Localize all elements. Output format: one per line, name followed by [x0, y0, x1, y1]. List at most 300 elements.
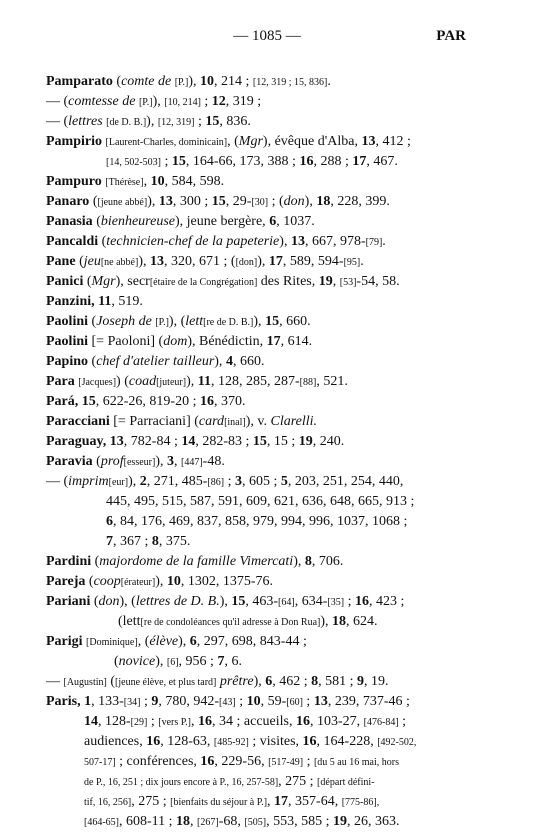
entry-text: , 423 ; [368, 594, 405, 609]
entry-text: , 608-11 ; [119, 814, 177, 829]
entry-bold-text: 10 [246, 694, 261, 709]
entry-small-text: [775-86], [341, 797, 380, 808]
entry-text: , [191, 714, 199, 729]
entry-text: ( [85, 574, 94, 589]
entry-bold-text: 18 [332, 614, 347, 629]
index-line [46, 292, 496, 312]
entry-text: , 228, 399. [330, 194, 390, 209]
entry-italic-text: élève [149, 634, 179, 649]
entry-bold-text: Panzini, 11 [46, 294, 112, 309]
entry-text: , 240. [312, 434, 345, 449]
index-line [46, 552, 496, 572]
entry-text: ), [304, 194, 317, 209]
entry-bold-text: Pamparato [46, 74, 113, 89]
entry-bold-text: 10 [166, 574, 181, 589]
entry-text: ), [219, 594, 232, 609]
entry-text: ), [253, 674, 266, 689]
entry-text: , [143, 174, 151, 189]
entry-text: ), [155, 454, 167, 469]
entry-italic-text: imprim [68, 474, 109, 489]
entry-text: ; [302, 694, 314, 709]
entry-text: [= Paoloni] ( [88, 334, 164, 349]
entry-bold-text: 17 [274, 794, 289, 809]
entry-bold-text: 7 [106, 534, 113, 549]
entry-text: ), [147, 194, 159, 209]
index-line [46, 252, 496, 272]
entry-bold-text: 10 [200, 74, 215, 89]
entry-small-text: [vers P.] [158, 717, 192, 728]
entry-small-text: [64] [278, 597, 295, 608]
entry-bold-text: 19 [332, 814, 347, 829]
entry-text: ), [128, 474, 140, 489]
entry-small-text: [29] [130, 717, 148, 728]
entry-text: ; [161, 154, 172, 169]
index-line [46, 372, 496, 392]
entry-text: ; [147, 714, 159, 729]
entry-small-text: [53] [339, 277, 357, 288]
entry-text: , 375. [158, 534, 191, 549]
entry-text: , 319 ; [225, 94, 262, 109]
entry-small-text: [P.] [138, 97, 153, 108]
entry-bold-text: Paolini [46, 334, 89, 349]
page-header [0, 28, 534, 50]
entry-italic-text: don [283, 194, 305, 209]
entry-text: ( [98, 234, 107, 249]
entry-bold-text: 13 [313, 694, 328, 709]
entry-bold-text: 3 [234, 474, 242, 489]
entry-text: , 622-26, 819-20 ; [95, 394, 200, 409]
entry-text: ; [398, 714, 407, 729]
entry-italic-text: prof [100, 454, 124, 469]
entry-bold-text: Panaro [46, 194, 90, 209]
entry-italic-text: technicien-chef de la papeterie [106, 234, 280, 249]
entry-text: , [173, 454, 181, 469]
entry-small-text: [jeune abbé] [97, 197, 148, 208]
index-line [46, 312, 496, 332]
entry-small-text: [étaire de la Congrégation] [149, 277, 258, 288]
entry-small-text: [267] [197, 817, 219, 828]
entry-text: ), [188, 74, 201, 89]
entry-text: ), évêque d'Alba, [262, 134, 362, 149]
running-head: PAR [436, 28, 466, 44]
entry-bold-text: Para [46, 374, 75, 389]
entry-bold-text: 9 [151, 694, 159, 709]
entry-bold-text: 8 [304, 554, 312, 569]
entry-text: ), [293, 554, 305, 569]
entry-small-text: [447] [180, 457, 203, 468]
entry-text: ( [92, 454, 101, 469]
index-line [46, 632, 496, 652]
entry-small-text: [Augustin] [63, 677, 107, 688]
entry-text: , 467. [366, 154, 398, 169]
entry-small-text: [79] [365, 237, 383, 248]
entry-text: 445, 495, 515, 587, 591, 609, 621, 636, 648, 665, 913 ; [106, 494, 415, 509]
index-line [46, 732, 496, 752]
entry-bold-text: Pareja [46, 574, 86, 589]
entry-text: , 519. [111, 294, 143, 309]
entry-small-text: [34] [123, 697, 141, 708]
entry-bold-text: 16 [354, 594, 369, 609]
entry-bold-text: 16 [199, 394, 214, 409]
entry-bold-text: 19 [298, 434, 313, 449]
index-line [46, 332, 496, 352]
entry-text: , 521. [316, 374, 348, 389]
entry-text: , 29- [225, 194, 252, 209]
entry-text: , 462 ; [272, 674, 312, 689]
entry-text: ; ( [268, 194, 284, 209]
entry-bold-text: 16 [296, 714, 310, 729]
entry-text: audiences, [84, 734, 147, 749]
entry-text: ; [224, 474, 235, 489]
entry-small-text: de P., 16, 251 ; dix jours encore à P., 16, 257-58] [84, 777, 279, 788]
index-line [46, 132, 496, 152]
entry-text: ), [152, 94, 165, 109]
index-line [46, 452, 496, 472]
index-line [46, 112, 496, 132]
entry-text: , 706. [311, 554, 344, 569]
entry-small-text: [bienfaits du séjour à P.] [170, 797, 268, 808]
entry-text: , 370. [213, 394, 246, 409]
entry-text: ; [344, 594, 355, 609]
entry-bold-text: 16 [198, 714, 213, 729]
index-line [46, 652, 496, 672]
entry-small-text: [35] [327, 597, 345, 608]
entry-text: ), [146, 114, 158, 129]
entry-text: , 19. [364, 674, 389, 689]
entry-small-text: [Thérèse] [105, 177, 144, 188]
index-line [46, 192, 496, 212]
entry-text: , 660. [232, 354, 265, 369]
entry-text: , 128-63, [160, 734, 214, 749]
entry-bold-text: Panici [46, 274, 84, 289]
entry-bold-text: Paris, 1 [46, 694, 92, 709]
entry-small-text: [esseur] [123, 457, 156, 468]
entry-small-text: [de D. B.] [106, 117, 147, 128]
entry-text: , 164-228, [316, 734, 378, 749]
entry-text: , 26, 363. [346, 814, 400, 829]
entry-text: — ( [46, 474, 69, 489]
entry-bold-text: 6 [269, 214, 277, 229]
entry-bold-text: 10 [150, 174, 165, 189]
entry-bold-text: 16 [302, 734, 317, 749]
entry-bold-text: 13 [150, 254, 164, 269]
entry-text: , 836. [219, 114, 251, 129]
entry-small-text: [505] [244, 817, 267, 828]
entry-text: ), [257, 254, 269, 269]
index-line [46, 512, 496, 532]
entry-text: ), [178, 634, 190, 649]
entry-text: , 6. [224, 654, 242, 669]
entry-bold-text: Paravia [46, 454, 93, 469]
entry-small-text: [95] [343, 257, 361, 268]
entry-text: -48. [202, 454, 225, 469]
entry-bold-text: 14 [181, 434, 196, 449]
entry-text: , 271, 485- [146, 474, 208, 489]
entry-bold-text: 15 [211, 194, 226, 209]
entry-small-text: [érateur] [120, 577, 156, 588]
entry-text: , 605 ; [241, 474, 281, 489]
entry-italic-text: coad [128, 374, 157, 389]
entry-small-text: [12, 319 ; 15, 836] [252, 77, 328, 88]
entry-italic-text: lett [185, 314, 204, 329]
entry-text: ; [200, 94, 212, 109]
entry-italic-text: comte de [121, 74, 172, 89]
entry-small-text: [jeune élève, et plus tard] [115, 677, 217, 688]
index-line [46, 272, 496, 292]
entry-text: -54, 58. [356, 274, 400, 289]
entry-text: , 367 ; [113, 534, 152, 549]
entry-italic-text: Clarelli. [270, 414, 318, 429]
index-line [46, 592, 496, 612]
entry-small-text: [P.] [155, 317, 169, 328]
entry-italic-text: Joseph de [96, 314, 152, 329]
entry-text: , 357-64, [288, 794, 342, 809]
entry-text: , 288 ; [313, 154, 353, 169]
entry-bold-text: Pardini [46, 554, 92, 569]
entry-small-text: [30] [251, 197, 269, 208]
entry-bold-text: 15 [205, 114, 220, 129]
entry-text: ), [155, 574, 167, 589]
entry-text: , 660. [279, 314, 311, 329]
entry-italic-text: lettres [68, 114, 103, 129]
entry-text: , 782-84 ; [123, 434, 182, 449]
entry-bold-text: 5 [280, 474, 288, 489]
entry-bold-text: 14 [84, 714, 98, 729]
entry-bold-text: Pancaldi [46, 234, 99, 249]
entry-text: , 59- [260, 694, 287, 709]
entry-text: ) ( [116, 374, 129, 389]
entry-small-text: [517-49] [268, 757, 304, 768]
index-line [46, 812, 496, 832]
entry-bold-text: Paracciani [46, 414, 110, 429]
entry-small-text: [12, 319] [157, 117, 195, 128]
index-line [46, 352, 496, 372]
entry-small-text: [485-92] [213, 737, 249, 748]
entry-bold-text: Paolini [46, 314, 89, 329]
entry-text: des Rites, [257, 274, 319, 289]
entry-text: , 164-66, 173, 388 ; [185, 154, 300, 169]
entry-bold-text: 15 [231, 594, 246, 609]
entry-italic-text: comtesse de [68, 94, 136, 109]
entry-text: ), [155, 654, 167, 669]
entry-italic-text: lettres de D. B. [135, 594, 220, 609]
entry-small-text: [du 5 au 16 mai, hors [313, 757, 399, 768]
entry-bold-text: 7 [217, 654, 225, 669]
entry-small-text: [86] [207, 477, 225, 488]
entry-text: ), secr [115, 274, 150, 289]
index-line [46, 172, 496, 192]
entry-italic-text: don [98, 594, 120, 609]
entry-text: , 581 ; [318, 674, 358, 689]
index-line [46, 92, 496, 112]
index-line [46, 72, 496, 92]
index-line [46, 752, 496, 772]
entry-text: ; [303, 754, 314, 769]
entry-small-text: [Jacques] [78, 377, 117, 388]
entry-bold-text: 15 [265, 314, 280, 329]
entry-small-text: [ne abbé] [100, 257, 139, 268]
entry-text: — ( [46, 114, 69, 129]
entry-text: ( [91, 554, 100, 569]
entry-bold-text: Paraguay, 13 [46, 434, 124, 449]
entry-bold-text: 17 [268, 254, 283, 269]
index-line [46, 492, 496, 512]
entry-text: , [267, 794, 275, 809]
entry-bold-text: 16 [200, 754, 215, 769]
entry-text: — ( [46, 94, 69, 109]
index-line [46, 212, 496, 232]
page-number: — 1085 — [233, 28, 301, 44]
entry-text: , 239, 737-46 ; [327, 694, 410, 709]
entry-text: , 634- [294, 594, 328, 609]
entry-text: , 614. [280, 334, 313, 349]
entry-bold-text: 6 [106, 514, 113, 529]
entry-text: , ( [137, 634, 150, 649]
index-line [46, 472, 496, 492]
entry-text: , 128- [98, 714, 131, 729]
entry-bold-text: 11 [197, 374, 211, 389]
entry-bold-text: 13 [290, 234, 305, 249]
entry-small-text: [eur] [108, 477, 129, 488]
entry-text: (lett [118, 614, 141, 629]
entry-small-text: [don] [235, 257, 258, 268]
entry-italic-text: card [198, 414, 225, 429]
entry-small-text: [476-84] [363, 717, 399, 728]
index-line [46, 532, 496, 552]
entry-bold-text: 6 [189, 634, 197, 649]
entry-bold-text: 9 [357, 674, 365, 689]
entry-bold-text: Papino [46, 354, 89, 369]
entry-text: ), [214, 354, 226, 369]
entry-small-text: tif, 16, 256] [84, 797, 132, 808]
entry-text: ( [106, 674, 116, 689]
entry-text: , 553, 585 ; [266, 814, 333, 829]
entry-italic-text: chef d'atelier tailleur [96, 354, 215, 369]
entry-text: ( [112, 74, 122, 89]
entry-bold-text: Parigi [46, 634, 83, 649]
entry-text: ( [90, 594, 99, 609]
entry-small-text: [464-65] [84, 817, 119, 828]
entry-text: , 780, 942- [158, 694, 220, 709]
index-entries [46, 72, 496, 832]
entry-text: , 84, 176, 469, 837, 858, 979, 994, 996, 1037, 1068 ; [113, 514, 408, 529]
entry-text: , 956 ; [178, 654, 218, 669]
entry-text: , [332, 274, 340, 289]
index-line [46, 712, 496, 732]
index-line [46, 792, 496, 812]
entry-text: , [190, 814, 198, 829]
entry-small-text: [re de condoléances qu'il adresse à Don Rua] [140, 617, 321, 628]
index-line [46, 232, 496, 252]
entry-text: ; conférences, [115, 754, 201, 769]
entry-text: [= Parraciani] ( [109, 414, 199, 429]
entry-text: — [46, 674, 64, 689]
entry-text: . [327, 74, 331, 89]
entry-bold-text: 8 [311, 674, 319, 689]
entry-bold-text: 16 [299, 154, 314, 169]
entry-bold-text: 19 [318, 274, 333, 289]
entry-small-text: [Laurent-Charles, dominicain] [105, 137, 228, 148]
entry-text: , 282-83 ; [195, 434, 253, 449]
entry-small-text: [492-502, [377, 737, 417, 748]
entry-bold-text: 2 [139, 474, 147, 489]
entry-small-text: [P.] [174, 77, 189, 88]
entry-text: ; visites, [248, 734, 303, 749]
entry-bold-text: 3 [166, 454, 174, 469]
entry-small-text: [88] [299, 377, 317, 388]
entry-text: . [382, 234, 386, 249]
entry-bold-text: 13 [158, 194, 173, 209]
entry-text: ( [88, 314, 97, 329]
entry-text: , 275 ; [131, 794, 171, 809]
entry-small-text: [10, 214] [164, 97, 201, 108]
entry-text: , 584, 598. [164, 174, 225, 189]
entry-text: , 667, 978- [304, 234, 366, 249]
entry-bold-text: 18 [176, 814, 191, 829]
entry-text: ), [186, 374, 198, 389]
index-line [46, 612, 496, 632]
entry-small-text: [inal] [224, 417, 246, 428]
entry-text: , 1037. [276, 214, 315, 229]
entry-text: -68, [218, 814, 245, 829]
entry-italic-text: coop [93, 574, 121, 589]
entry-text: ), jeune bergère, [174, 214, 270, 229]
entry-text: ), v. [245, 414, 271, 429]
entry-text: ), [279, 234, 291, 249]
entry-text: ( [83, 274, 92, 289]
entry-bold-text: Pampirio [46, 134, 102, 149]
entry-text: ( [92, 214, 101, 229]
index-line [46, 772, 496, 792]
entry-text: , 229-56, [214, 754, 269, 769]
entry-small-text: 507-17] [84, 757, 116, 768]
entry-italic-text: Mgr [91, 274, 116, 289]
entry-text: , 214 ; [214, 74, 253, 89]
entry-text: , 412 ; [375, 134, 411, 149]
entry-italic-text: jeu [83, 254, 101, 269]
entry-small-text: [re de D. B.] [203, 317, 254, 328]
entry-small-text: [6] [166, 657, 179, 668]
entry-bold-text: Pariani [46, 594, 91, 609]
entry-text: , 463- [245, 594, 279, 609]
entry-small-text: [14, 502-503] [106, 157, 161, 168]
entry-small-text: [départ défini- [317, 777, 375, 788]
entry-small-text: [43] [219, 697, 236, 708]
entry-text: ; [194, 114, 206, 129]
entry-text: , 15 ; [266, 434, 299, 449]
entry-bold-text: 17 [352, 154, 367, 169]
entry-bold-text: 4 [225, 354, 233, 369]
entry-bold-text: 18 [316, 194, 331, 209]
index-line [46, 392, 496, 412]
entry-text: , 1302, 1375-76. [180, 574, 274, 589]
entry-bold-text: 13 [361, 134, 376, 149]
index-line [46, 572, 496, 592]
entry-bold-text: 15 [252, 434, 267, 449]
index-line [46, 692, 496, 712]
entry-bold-text: 17 [266, 334, 281, 349]
entry-text: , 589, 594- [282, 254, 344, 269]
index-line [46, 432, 496, 452]
entry-small-text: [Dominique] [86, 637, 138, 648]
entry-italic-text: dom [163, 334, 188, 349]
entry-text: , 34 ; accueils, [212, 714, 296, 729]
entry-text: , 128, 285, 287- [210, 374, 300, 389]
index-line [46, 412, 496, 432]
entry-text: ), [138, 254, 150, 269]
entry-text: , 133- [91, 694, 124, 709]
entry-text: ( [88, 354, 97, 369]
